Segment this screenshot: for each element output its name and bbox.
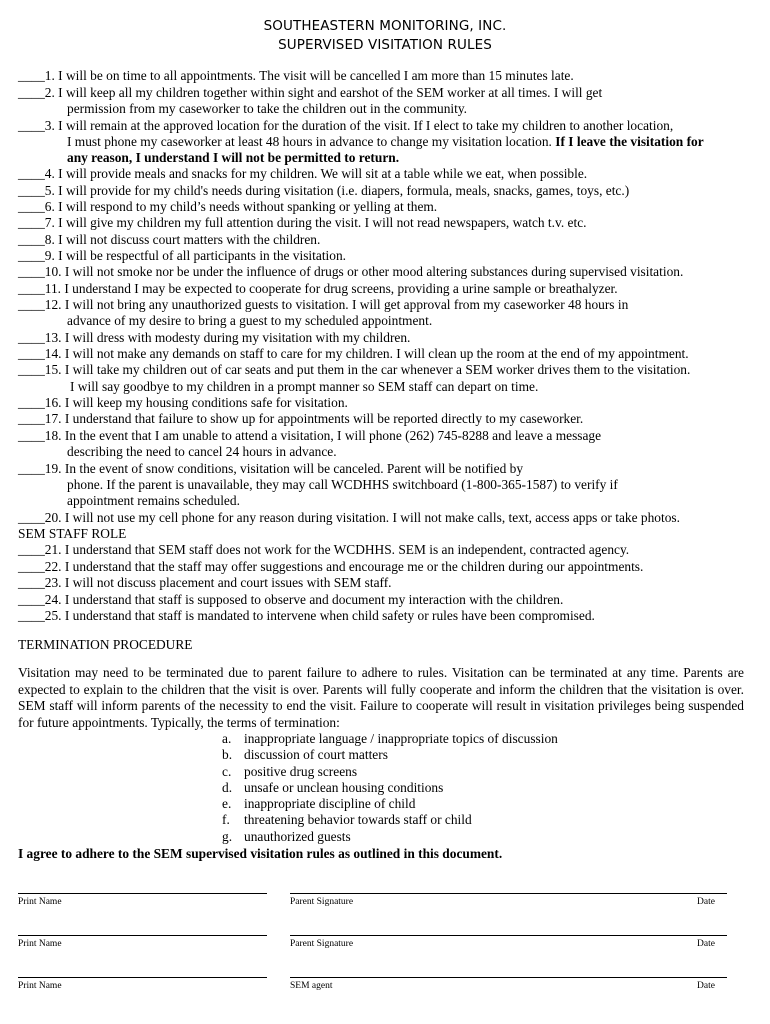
sem-staff-role-heading: SEM STAFF ROLE — [18, 526, 127, 541]
signature-line-3[interactable] — [290, 977, 727, 978]
list-item: b. discussion of court matters — [222, 747, 388, 763]
rule-21: ____21. I understand that SEM staff does not work for the WCDHHS. SEM is an independent, contracted agency. — [18, 542, 630, 557]
rule-9: ____9. I will be respectful of all participants in the visitation. — [18, 248, 346, 263]
rule-12-cont: advance of my desire to bring a guest to my scheduled appointment. — [67, 313, 433, 328]
rule-11: ____11. I understand I may be expected to cooperate for drug screens, providing a urine sample or breathalyzer. — [18, 281, 618, 296]
list-item: a. inappropriate language / inappropriate topics of discussion — [222, 731, 558, 746]
rule-25: ____25. I understand that staff is mandated to intervene when child safety or rules have been compromised. — [18, 608, 595, 623]
rule-3-bold-warning: If I leave the visitation for — [555, 134, 704, 149]
rule-3: ____3. I will remain at the approved location for the duration of the visit. If I elect to take my children to another location, — [18, 118, 674, 133]
rule-5: ____5. I will provide for my child's needs during visitation (i.e. diapers, formula, meals, snacks, games, toys, etc.) — [18, 183, 630, 198]
rule-3-bold-cont: any reason, I understand I will not be permitted to return. — [67, 150, 400, 165]
list-item: d. unsafe or unclean housing conditions — [222, 779, 444, 795]
termination-heading: TERMINATION PROCEDURE — [18, 637, 193, 652]
rule-2: ____2. I will keep all my children together within sight and earshot of the SEM worker at all times. I will get — [18, 85, 603, 100]
rule-16: ____16. I will keep my housing conditions safe for visitation. — [18, 395, 348, 410]
signature-line-2[interactable] — [290, 935, 727, 936]
rule-15-cont: I will say goodbye to my children in a prompt manner so SEM staff can depart on time. — [70, 379, 539, 394]
list-item: e. inappropriate discipline of child — [222, 796, 416, 812]
date-label-3: Date — [697, 981, 715, 991]
print-name-label-3: Print Name — [18, 981, 62, 991]
rule-8: ____8. I will not discuss court matters with the children. — [18, 232, 321, 247]
rule-7: ____7. I will give my children my full attention during the visit. I will not read newspapers, watch t.v. etc. — [18, 215, 587, 230]
print-name-line-1[interactable] — [18, 893, 267, 894]
rule-18-cont: describing the need to cancel 24 hours in advance. — [67, 444, 337, 459]
date-label-2: Date — [697, 939, 715, 949]
document-title: SUPERVISED VISITATION RULES — [278, 37, 492, 53]
rule-6: ____6. I will respond to my child’s needs without spanking or yelling at them. — [18, 199, 438, 214]
rule-22: ____22. I understand that the staff may offer suggestions and encourage me or the children during our appointments. — [18, 559, 644, 574]
rule-17: ____17. I understand that failure to show up for appointments will be reported directly to my caseworker. — [18, 411, 584, 426]
rule-3-cont — [67, 134, 704, 150]
rule-2-cont: permission from my caseworker to take the children out in the community. — [67, 101, 468, 116]
rule-24: ____24. I understand that staff is supposed to observe and document my interaction with the children. — [18, 592, 564, 607]
list-item: g. unauthorized guests — [222, 828, 351, 844]
print-name-label-2: Print Name — [18, 939, 62, 949]
print-name-label-1: Print Name — [18, 897, 62, 907]
rule-14: ____14. I will not make any demands on staff to care for my children. I will clean up the room at the end of my appointment. — [18, 346, 689, 361]
rule-18: ____18. In the event that I am unable to attend a visitation, I will phone (262) 745-8288 and leave a message — [18, 428, 602, 443]
rule-12: ____12. I will not bring any unauthorized guests to visitation. I will get approval from my caseworker 48 hours in — [18, 297, 629, 312]
company-name: SOUTHEASTERN MONITORING, INC. — [263, 18, 507, 34]
rule-4: ____4. I will provide meals and snacks for my children. We will sit at a table while we eat, when possible. — [18, 166, 588, 181]
date-label-1: Date — [697, 897, 715, 907]
rule-13: ____13. I will dress with modesty during my visitation with my children. — [18, 330, 411, 345]
rule-19: ____19. In the event of snow conditions, visitation will be canceled. Parent will be notified by — [18, 461, 524, 476]
termination-paragraph: Visitation may need to be terminated due to parent failure to adhere to rules. Visitation can be terminated at any time. Parents are expected to explain to the children that the visit is over. Parents will fully cooperate and inform the children that the visitation is over. SEM staff will inform parents of the necessity to end the visit. Failure to cooperate will result in visitation privileges being suspended for future appointments. Typically, the terms of termination: — [18, 665, 744, 730]
termination-terms — [222, 731, 558, 845]
parent-signature-label-2: Parent Signature — [290, 939, 354, 949]
signature-line-1[interactable] — [290, 893, 727, 894]
rule-19-cont2: appointment remains scheduled. — [67, 493, 240, 508]
list-item: c. positive drug screens — [222, 763, 358, 779]
print-name-line-3[interactable] — [18, 977, 267, 978]
rule-3-phone-text: I must phone my caseworker at least 48 hours in advance to change my visitation location. — [67, 134, 552, 149]
rule-19-cont: phone. If the parent is unavailable, they may call WCDHHS switchboard (1-800-365-1587) to verify if — [67, 477, 618, 492]
rule-23: ____23. I will not discuss placement and court issues with SEM staff. — [18, 575, 392, 590]
print-name-line-2[interactable] — [18, 935, 267, 936]
rule-10: ____10. I will not smoke nor be under the influence of drugs or other mood altering substances during supervised visitation. — [18, 264, 684, 279]
list-item: f. threatening behavior towards staff or child — [222, 812, 472, 828]
agreement-statement: I agree to adhere to the SEM supervised visitation rules as outlined in this document. — [18, 846, 503, 861]
parent-signature-label-1: Parent Signature — [290, 897, 354, 907]
sem-agent-label: SEM agent — [290, 981, 333, 991]
rule-15: ____15. I will take my children out of car seats and put them in the car whenever a SEM worker drives them to the visitation. — [18, 362, 691, 377]
rule-20: ____20. I will not use my cell phone for any reason during visitation. I will not make calls, text, access apps or take photos. — [18, 510, 680, 525]
rule-1: ____1. I will be on time to all appointments. The visit will be cancelled I am more than 15 minutes late. — [18, 68, 574, 83]
